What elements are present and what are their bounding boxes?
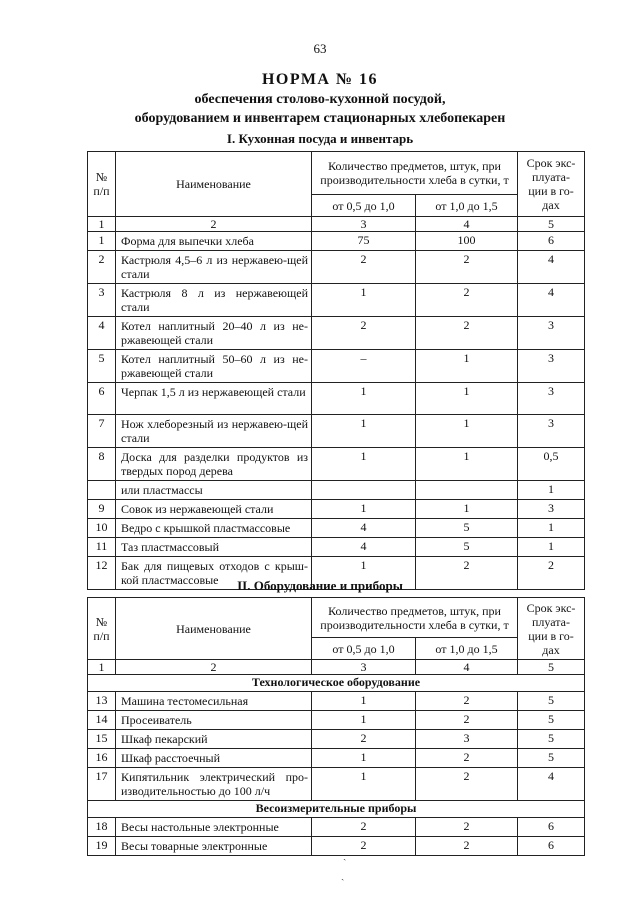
index-cell: 1 bbox=[88, 660, 116, 675]
service-life: 4 bbox=[518, 768, 585, 801]
qty-small: 1 bbox=[312, 557, 416, 590]
service-life: 1 bbox=[518, 519, 585, 538]
qty-large: 2 bbox=[416, 284, 518, 317]
index-cell: 3 bbox=[312, 660, 416, 675]
row-number: 6 bbox=[88, 383, 116, 415]
table-row bbox=[88, 415, 585, 448]
service-life: 6 bbox=[518, 232, 585, 251]
index-cell: 2 bbox=[116, 660, 312, 675]
row-number: 9 bbox=[88, 500, 116, 519]
header-number: № п/п bbox=[88, 598, 116, 660]
item-name: Весы настольные электронные bbox=[116, 818, 312, 837]
qty-large: 2 bbox=[416, 317, 518, 350]
qty-small: 1 bbox=[312, 415, 416, 448]
service-life: 3 bbox=[518, 350, 585, 383]
subtitle-line-1: обеспечения столово-кухонной посудой, bbox=[194, 92, 446, 107]
item-name: Совок из нержавеющей стали bbox=[116, 500, 312, 519]
qty-large bbox=[416, 481, 518, 500]
service-life: 6 bbox=[518, 837, 585, 856]
table-row bbox=[88, 749, 585, 768]
index-cell: 5 bbox=[518, 217, 585, 232]
qty-small: 1 bbox=[312, 749, 416, 768]
row-number: 12 bbox=[88, 557, 116, 590]
group-row bbox=[88, 801, 585, 818]
qty-small: 1 bbox=[312, 284, 416, 317]
qty-small: 2 bbox=[312, 837, 416, 856]
qty-small: 2 bbox=[312, 251, 416, 284]
item-name: Форма для выпечки хлеба bbox=[116, 232, 312, 251]
header-name: Наименование bbox=[116, 152, 312, 217]
qty-large: 2 bbox=[416, 818, 518, 837]
table-row bbox=[88, 837, 585, 856]
item-name: Таз пластмассовый bbox=[116, 538, 312, 557]
row-number: 17 bbox=[88, 768, 116, 801]
column-index-row bbox=[88, 660, 585, 675]
header-capacity-2: от 1,0 до 1,5 bbox=[416, 638, 518, 660]
table-row bbox=[88, 730, 585, 749]
item-name: Просеиватель bbox=[116, 711, 312, 730]
service-life: 3 bbox=[518, 383, 585, 415]
item-name: Бак для пищевых отходов с крыш-кой пластмассовые bbox=[116, 557, 312, 590]
document-subtitle bbox=[0, 90, 640, 128]
service-life: 5 bbox=[518, 692, 585, 711]
table-row bbox=[88, 711, 585, 730]
service-life: 3 bbox=[518, 415, 585, 448]
header-term: Срок экс- плуата- ции в го- дах bbox=[518, 598, 585, 660]
qty-large: 1 bbox=[416, 350, 518, 383]
ink-mark: ˎ bbox=[341, 870, 345, 881]
qty-small: 1 bbox=[312, 383, 416, 415]
qty-large: 100 bbox=[416, 232, 518, 251]
row-number: 8 bbox=[88, 448, 116, 481]
qty-large: 2 bbox=[416, 251, 518, 284]
index-cell: 4 bbox=[416, 660, 518, 675]
qty-large: 2 bbox=[416, 557, 518, 590]
table-row bbox=[88, 448, 585, 481]
index-cell: 4 bbox=[416, 217, 518, 232]
table-row bbox=[88, 500, 585, 519]
header-name: Наименование bbox=[116, 598, 312, 660]
qty-large: 5 bbox=[416, 538, 518, 557]
service-life: 1 bbox=[518, 481, 585, 500]
row-number: 19 bbox=[88, 837, 116, 856]
row-number: 5 bbox=[88, 350, 116, 383]
row-number: 4 bbox=[88, 317, 116, 350]
item-name: Котел наплитный 50–60 л из не-ржавеющей стали bbox=[116, 350, 312, 383]
index-cell: 1 bbox=[88, 217, 116, 232]
kitchenware-table bbox=[87, 151, 585, 590]
item-name: или пластмассы bbox=[116, 481, 312, 500]
index-cell: 2 bbox=[116, 217, 312, 232]
index-cell: 3 bbox=[312, 217, 416, 232]
qty-small: 4 bbox=[312, 538, 416, 557]
row-number: 13 bbox=[88, 692, 116, 711]
item-name: Шкаф расстоечный bbox=[116, 749, 312, 768]
qty-small: 2 bbox=[312, 730, 416, 749]
row-number: 1 bbox=[88, 232, 116, 251]
table-row bbox=[88, 519, 585, 538]
row-number: 15 bbox=[88, 730, 116, 749]
row-number bbox=[88, 481, 116, 500]
qty-large: 3 bbox=[416, 730, 518, 749]
service-life: 0,5 bbox=[518, 448, 585, 481]
qty-small: 1 bbox=[312, 768, 416, 801]
table-row bbox=[88, 350, 585, 383]
qty-small: 75 bbox=[312, 232, 416, 251]
qty-large: 5 bbox=[416, 519, 518, 538]
service-life: 6 bbox=[518, 818, 585, 837]
qty-large: 2 bbox=[416, 692, 518, 711]
header-quantity: Количество предметов, штук, при производительности хлеба в сутки, т bbox=[312, 598, 518, 638]
group-heading-weighing: Весоизмерительные приборы bbox=[88, 801, 585, 818]
service-life: 5 bbox=[518, 730, 585, 749]
item-name: Шкаф пекарский bbox=[116, 730, 312, 749]
item-name: Весы товарные электронные bbox=[116, 837, 312, 856]
qty-small: 2 bbox=[312, 818, 416, 837]
item-name: Котел наплитный 20–40 л из не-ржавеющей стали bbox=[116, 317, 312, 350]
item-name: Нож хлеборезный из нержавею-щей стали bbox=[116, 415, 312, 448]
item-name: Доска для разделки продуктов из твердых пород дерева bbox=[116, 448, 312, 481]
qty-large: 2 bbox=[416, 749, 518, 768]
row-number: 7 bbox=[88, 415, 116, 448]
document-title: НОРМА № 16 bbox=[261, 71, 379, 88]
column-index-row bbox=[88, 217, 585, 232]
row-number: 18 bbox=[88, 818, 116, 837]
item-name: Кастрюля 4,5–6 л из нержавею-щей стали bbox=[116, 251, 312, 284]
row-number: 3 bbox=[88, 284, 116, 317]
service-life: 1 bbox=[518, 538, 585, 557]
qty-large: 1 bbox=[416, 448, 518, 481]
qty-large: 1 bbox=[416, 415, 518, 448]
item-name: Кастрюля 8 л из нержавеющей стали bbox=[116, 284, 312, 317]
table-row bbox=[88, 232, 585, 251]
table-row bbox=[88, 692, 585, 711]
page-number: 63 bbox=[313, 41, 327, 56]
header-capacity-1: от 0,5 до 1,0 bbox=[312, 638, 416, 660]
table-row bbox=[88, 768, 585, 801]
row-number: 11 bbox=[88, 538, 116, 557]
table-row bbox=[88, 317, 585, 350]
item-name: Кипятильник электрический про-изводительностью до 100 л/ч bbox=[116, 768, 312, 801]
service-life: 4 bbox=[518, 284, 585, 317]
qty-small: 1 bbox=[312, 448, 416, 481]
qty-large: 2 bbox=[416, 711, 518, 730]
qty-small: 1 bbox=[312, 500, 416, 519]
service-life: 3 bbox=[518, 317, 585, 350]
qty-large: 2 bbox=[416, 768, 518, 801]
qty-large: 2 bbox=[416, 837, 518, 856]
ink-mark: ˏ bbox=[343, 850, 347, 861]
group-row bbox=[88, 675, 585, 692]
header-capacity-1: от 0,5 до 1,0 bbox=[312, 195, 416, 217]
equipment-table bbox=[87, 597, 585, 856]
table-row bbox=[88, 284, 585, 317]
qty-large: 1 bbox=[416, 500, 518, 519]
table-row bbox=[88, 383, 585, 415]
qty-small: 2 bbox=[312, 317, 416, 350]
service-life: 5 bbox=[518, 749, 585, 768]
qty-small: 1 bbox=[312, 692, 416, 711]
row-number: 10 bbox=[88, 519, 116, 538]
service-life: 5 bbox=[518, 711, 585, 730]
table-row bbox=[88, 538, 585, 557]
table-row bbox=[88, 818, 585, 837]
qty-large: 1 bbox=[416, 383, 518, 415]
qty-small: 1 bbox=[312, 711, 416, 730]
subtitle-line-2: оборудованием и инвентарем стационарных хлебопекарен bbox=[134, 111, 506, 126]
table-row bbox=[88, 251, 585, 284]
header-quantity: Количество предметов, штук, при производительности хлеба в сутки, т bbox=[312, 152, 518, 195]
item-name: Машина тестомесильная bbox=[116, 692, 312, 711]
qty-small: – bbox=[312, 350, 416, 383]
row-number: 2 bbox=[88, 251, 116, 284]
item-name: Черпак 1,5 л из нержавеющей стали bbox=[116, 383, 312, 415]
service-life: 4 bbox=[518, 251, 585, 284]
row-number: 16 bbox=[88, 749, 116, 768]
header-term: Срок экс- плуата- ции в го- дах bbox=[518, 152, 585, 217]
group-heading-technological: Технологическое оборудование bbox=[88, 675, 585, 692]
item-name: Ведро с крышкой пластмассовые bbox=[116, 519, 312, 538]
header-number: № п/п bbox=[88, 152, 116, 217]
section-2-heading: II. Оборудование и приборы bbox=[237, 578, 403, 593]
header-capacity-2: от 1,0 до 1,5 bbox=[416, 195, 518, 217]
table-row bbox=[88, 481, 585, 500]
qty-small bbox=[312, 481, 416, 500]
service-life: 3 bbox=[518, 500, 585, 519]
row-number: 14 bbox=[88, 711, 116, 730]
index-cell: 5 bbox=[518, 660, 585, 675]
qty-small: 4 bbox=[312, 519, 416, 538]
service-life: 2 bbox=[518, 557, 585, 590]
section-1-heading: I. Кухонная посуда и инвентарь bbox=[226, 131, 414, 146]
